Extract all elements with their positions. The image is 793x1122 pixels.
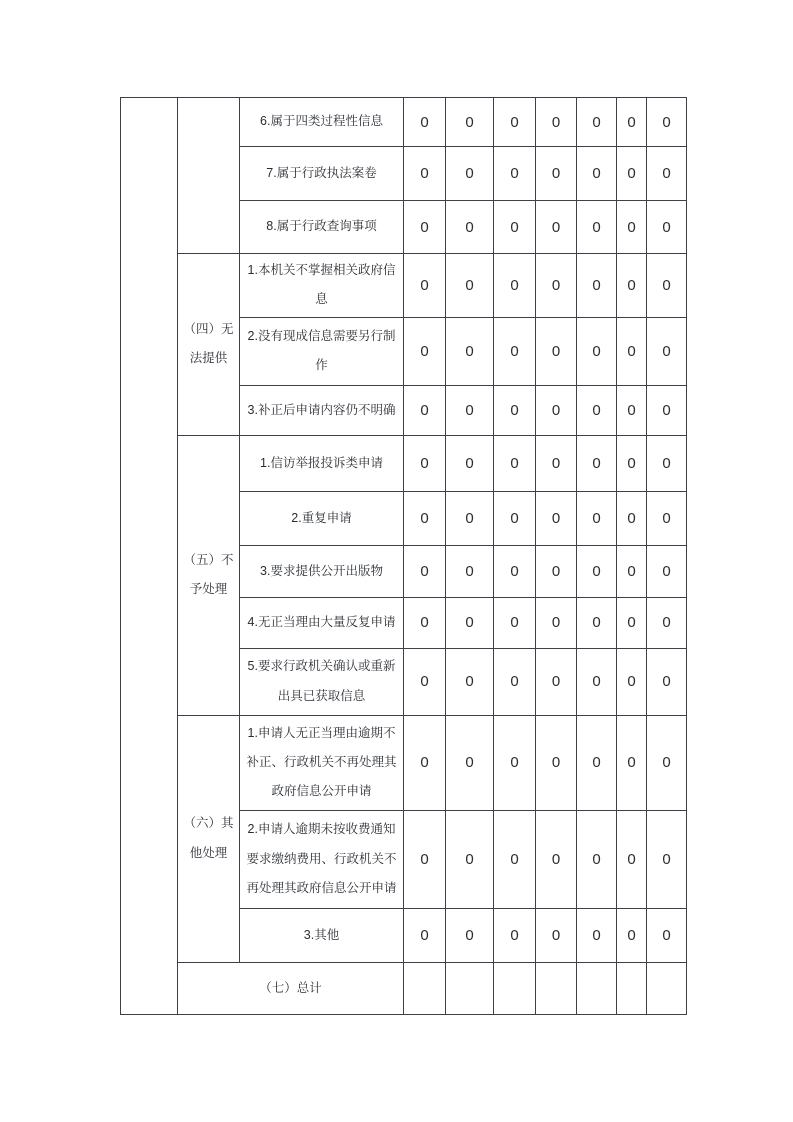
- value-cell: 0: [647, 317, 687, 385]
- value-cell: 0: [577, 435, 617, 491]
- total-value-cell: [647, 962, 687, 1014]
- value-cell: 0: [494, 715, 536, 810]
- value-cell: 0: [404, 810, 446, 908]
- value-cell: 0: [494, 908, 536, 962]
- row-label-cell: 1.信访举报投诉类申请: [240, 435, 404, 491]
- section-label-cell: （四）无法提供: [178, 254, 240, 436]
- table-row: [121, 715, 687, 810]
- value-cell: 0: [494, 491, 536, 545]
- value-cell: 0: [404, 491, 446, 545]
- value-cell: 0: [577, 147, 617, 201]
- value-cell: 0: [494, 147, 536, 201]
- table-row: [121, 254, 687, 318]
- table-body: [121, 98, 687, 1015]
- row-label-cell: 2.没有现成信息需要另行制作: [240, 317, 404, 385]
- value-cell: 0: [617, 491, 647, 545]
- value-cell: 0: [494, 385, 536, 435]
- row-label-cell: 3.补正后申请内容仍不明确: [240, 385, 404, 435]
- value-cell: 0: [404, 385, 446, 435]
- value-cell: 0: [617, 435, 647, 491]
- table-row: [121, 435, 687, 491]
- value-cell: 0: [404, 648, 446, 715]
- row-label-cell: 1.本机关不掌握相关政府信息: [240, 254, 404, 318]
- value-cell: 0: [494, 435, 536, 491]
- value-cell: 0: [404, 597, 446, 648]
- value-cell: 0: [577, 201, 617, 254]
- value-cell: 0: [647, 254, 687, 318]
- value-cell: 0: [647, 545, 687, 597]
- value-cell: 0: [536, 908, 577, 962]
- value-cell: 0: [647, 597, 687, 648]
- value-cell: 0: [647, 908, 687, 962]
- value-cell: 0: [446, 908, 494, 962]
- value-cell: 0: [647, 810, 687, 908]
- table-row: [121, 98, 687, 147]
- value-cell: 0: [446, 491, 494, 545]
- value-cell: 0: [577, 648, 617, 715]
- value-cell: 0: [446, 810, 494, 908]
- value-cell: 0: [536, 385, 577, 435]
- value-cell: 0: [446, 597, 494, 648]
- value-cell: 0: [647, 98, 687, 147]
- row-label-cell: 2.申请人逾期未按收费通知要求缴纳费用、行政机关不再处理其政府信息公开申请: [240, 810, 404, 908]
- value-cell: 0: [617, 385, 647, 435]
- value-cell: 0: [404, 98, 446, 147]
- total-value-cell: [577, 962, 617, 1014]
- value-cell: 0: [577, 597, 617, 648]
- value-cell: 0: [617, 597, 647, 648]
- value-cell: 0: [446, 385, 494, 435]
- value-cell: 0: [577, 385, 617, 435]
- total-label-cell: （七）总计: [178, 962, 404, 1014]
- value-cell: 0: [404, 435, 446, 491]
- total-value-cell: [536, 962, 577, 1014]
- value-cell: 0: [617, 254, 647, 318]
- value-cell: 0: [446, 317, 494, 385]
- value-cell: 0: [577, 317, 617, 385]
- value-cell: 0: [404, 147, 446, 201]
- value-cell: 0: [647, 491, 687, 545]
- total-value-cell: [404, 962, 446, 1014]
- value-cell: 0: [404, 201, 446, 254]
- value-cell: 0: [494, 98, 536, 147]
- value-cell: 0: [647, 715, 687, 810]
- value-cell: 0: [446, 147, 494, 201]
- value-cell: 0: [577, 908, 617, 962]
- section-label-cell: [178, 98, 240, 254]
- value-cell: 0: [617, 648, 647, 715]
- value-cell: 0: [404, 908, 446, 962]
- value-cell: 0: [617, 810, 647, 908]
- value-cell: 0: [536, 545, 577, 597]
- value-cell: 0: [446, 545, 494, 597]
- value-cell: 0: [494, 201, 536, 254]
- value-cell: 0: [404, 545, 446, 597]
- info-disclosure-table: [120, 97, 687, 1015]
- value-cell: 0: [494, 317, 536, 385]
- row-label-cell: 5.要求行政机关确认或重新出具已获取信息: [240, 648, 404, 715]
- value-cell: 0: [494, 254, 536, 318]
- row-label-cell: 2.重复申请: [240, 491, 404, 545]
- row-label-cell: 7.属于行政执法案卷: [240, 147, 404, 201]
- value-cell: 0: [536, 317, 577, 385]
- value-cell: 0: [536, 491, 577, 545]
- value-cell: 0: [647, 435, 687, 491]
- value-cell: 0: [446, 435, 494, 491]
- value-cell: 0: [647, 648, 687, 715]
- value-cell: 0: [617, 545, 647, 597]
- value-cell: 0: [536, 597, 577, 648]
- value-cell: 0: [536, 147, 577, 201]
- section-label-cell: （六）其他处理: [178, 715, 240, 962]
- value-cell: 0: [577, 254, 617, 318]
- row-label-cell: 8.属于行政查询事项: [240, 201, 404, 254]
- value-cell: 0: [577, 715, 617, 810]
- row-label-cell: 3.其他: [240, 908, 404, 962]
- value-cell: 0: [536, 810, 577, 908]
- value-cell: 0: [536, 201, 577, 254]
- value-cell: 0: [446, 648, 494, 715]
- value-cell: 0: [446, 98, 494, 147]
- row-label-cell: 4.无正当理由大量反复申请: [240, 597, 404, 648]
- value-cell: 0: [494, 810, 536, 908]
- value-cell: 0: [446, 715, 494, 810]
- value-cell: 0: [536, 715, 577, 810]
- value-cell: 0: [617, 201, 647, 254]
- value-cell: 0: [617, 98, 647, 147]
- value-cell: 0: [577, 98, 617, 147]
- value-cell: 0: [617, 908, 647, 962]
- value-cell: 0: [647, 147, 687, 201]
- value-cell: 0: [647, 385, 687, 435]
- row-label-cell: 1.申请人无正当理由逾期不补正、行政机关不再处理其政府信息公开申请: [240, 715, 404, 810]
- value-cell: 0: [404, 254, 446, 318]
- value-cell: 0: [446, 254, 494, 318]
- value-cell: 0: [536, 98, 577, 147]
- value-cell: 0: [617, 147, 647, 201]
- value-cell: 0: [647, 201, 687, 254]
- total-value-cell: [446, 962, 494, 1014]
- total-value-cell: [494, 962, 536, 1014]
- value-cell: 0: [617, 715, 647, 810]
- value-cell: 0: [577, 810, 617, 908]
- value-cell: 0: [536, 435, 577, 491]
- value-cell: 0: [536, 648, 577, 715]
- total-row: [121, 962, 687, 1014]
- left-category-spacer-cell: [121, 98, 178, 1015]
- total-value-cell: [617, 962, 647, 1014]
- value-cell: 0: [494, 648, 536, 715]
- value-cell: 0: [494, 545, 536, 597]
- value-cell: 0: [617, 317, 647, 385]
- value-cell: 0: [404, 317, 446, 385]
- value-cell: 0: [404, 715, 446, 810]
- value-cell: 0: [577, 491, 617, 545]
- section-label-cell: （五）不予处理: [178, 435, 240, 715]
- value-cell: 0: [494, 597, 536, 648]
- row-label-cell: 3.要求提供公开出版物: [240, 545, 404, 597]
- value-cell: 0: [577, 545, 617, 597]
- value-cell: 0: [446, 201, 494, 254]
- row-label-cell: 6.属于四类过程性信息: [240, 98, 404, 147]
- value-cell: 0: [536, 254, 577, 318]
